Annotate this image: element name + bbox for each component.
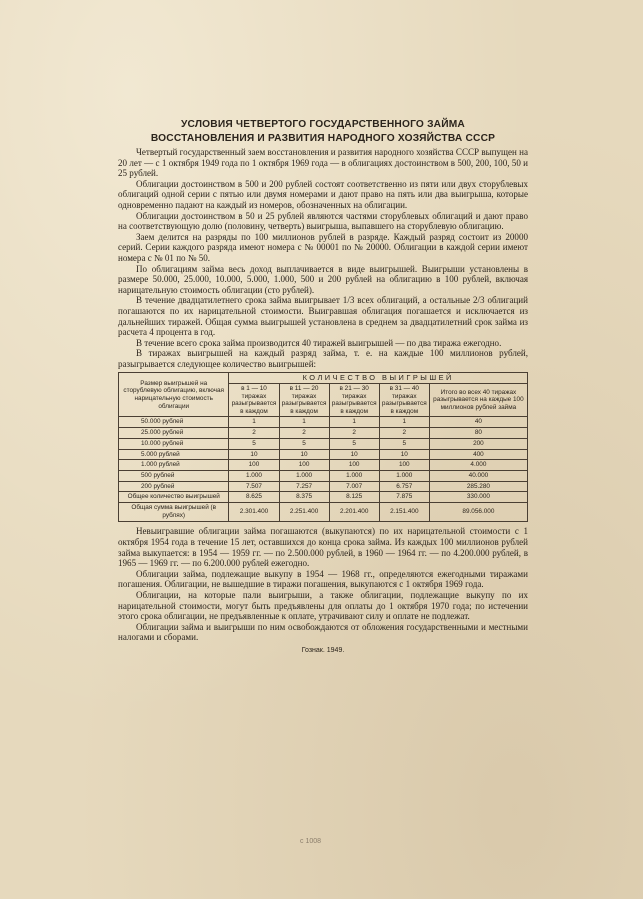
table-cell: 10 xyxy=(279,449,329,460)
table-cell: 2 xyxy=(329,428,379,439)
table-cell: 5 xyxy=(379,438,429,449)
table-cell: 1 xyxy=(229,417,279,428)
column-header: Итого во всех 40 тиражах разыгрывается на каждые 100 миллионов рублей займа xyxy=(429,384,527,417)
prize-size-cell: 200 рублей xyxy=(119,481,229,492)
table-cell: 2.151.400 xyxy=(379,503,429,522)
paragraph: В течение двадцатилетнего срока займа выигрывает 1/3 всех облигаций, а остальные 2/3 облигаций погашаются по их нарицательной стоимости. Выигравшая облигация погашается и исключается из дальнейших тиражей. Общая сумма выигрышей установлена в среднем за двадцатилетний срок займа из расчета 4 процента в год. xyxy=(118,295,528,338)
table-cell: 100 xyxy=(329,460,379,471)
table-cell: 7.875 xyxy=(379,492,429,503)
prize-count-group-header: КОЛИЧЕСТВО ВЫИГРЫШЕЙ xyxy=(229,373,528,384)
paragraph: Заем делится на разряды по 100 миллионов рублей в разряде. Каждый разряд состоит из 20000 серий. Серии каждого разряда имеют номера с № 00001 по № 20000. Облигации в каждой серии имеют номера с № 01 по № 50. xyxy=(118,231,528,263)
paragraph: Четвертый государственный заем восстановления и развития народного хозяйства СССР выпущен на 20 лет — с 1 октября 1949 года по 1 октября 1969 года — в облигациях достоинством в 500, 200, 100, 50 и 25 рублей. xyxy=(118,147,528,179)
column-header: в 11 — 20 тиражах разыгрывается в каждом xyxy=(279,384,329,417)
table-cell: 10 xyxy=(229,449,279,460)
prize-size-header: Размер выигрышей на сторублевую облигацию, включая нарицательную стоимость облигации xyxy=(119,373,229,417)
table-cell: 89.056.000 xyxy=(429,503,527,522)
table-cell: 2 xyxy=(229,428,279,439)
prize-row xyxy=(119,470,528,481)
prize-row xyxy=(119,481,528,492)
table-cell: 10 xyxy=(379,449,429,460)
table-cell: 200 xyxy=(429,438,527,449)
table-cell: 2.251.400 xyxy=(279,503,329,522)
table-cell: 7.007 xyxy=(329,481,379,492)
table-cell: 2.201.400 xyxy=(329,503,379,522)
document-title xyxy=(118,118,528,145)
table-cell: 2 xyxy=(379,428,429,439)
printer-imprint: Гознак. 1949. xyxy=(301,646,345,654)
table-cell: 7.507 xyxy=(229,481,279,492)
paragraph: Облигации займа, подлежащие выкупу в 1954 — 1968 гг., определяются ежегодными тиражами погашения. Облигации, не вышедшие в тиражи погашения, выкупаются с 1 октября 1969 года. xyxy=(118,568,528,590)
total-sum-label: Общая сумма выигрышей (в рублях) xyxy=(119,503,229,522)
paragraph: Облигации, на которые пали выигрыши, а также облигации, подлежащие выкупу по их нарицательной стоимости, могут быть предъявлены для оплаты до 1 октября 1970 года; по истечении этого срока облигации, не предъявленные к оплате, утрачивают силу и оплате не подлежат. xyxy=(118,589,528,622)
paragraph: Облигации достоинством в 500 и 200 рублей состоят соответственно из пяти или двух сторублевых облигаций одной серии с пятью или двумя номерами и дают право на пять или два выигрыша, которые одновременно падают на каждый из номеров, обозначенных на облигации. xyxy=(118,178,528,210)
faint-serial-mark: c 1008 xyxy=(300,838,322,845)
table-cell: 4.000 xyxy=(429,460,527,471)
table-cell: 8.375 xyxy=(279,492,329,503)
prize-row xyxy=(119,449,528,460)
table-cell: 1.000 xyxy=(279,470,329,481)
table-cell: 40.000 xyxy=(429,470,527,481)
prize-size-cell: 50.000 рублей xyxy=(119,417,229,428)
table-cell: 80 xyxy=(429,428,527,439)
table-cell: 330.000 xyxy=(429,492,527,503)
paragraph: Облигации достоинством в 50 и 25 рублей являются частями сторублевых облигаций и дают право на соответствующую долю (половину, четверть) выигрыша, выпавшего на сторублевую облигацию. xyxy=(118,210,528,232)
paragraph: В тиражах выигрышей на каждый разряд займа, т. е. на каждые 100 миллионов рублей, разыгрывается следующее количество выигрышей: xyxy=(118,348,528,369)
paragraph: По облигациям займа весь доход выплачивается в виде выигрышей. Выигрыши установлены в размере 50.000, 25.000, 10.000, 5.000, 1.000, 500 и 200 рублей на облигацию в 100 рублей, включая нарицательную стоимость облигации (сто рублей). xyxy=(118,263,528,295)
document-body xyxy=(118,118,528,654)
table-cell: 100 xyxy=(379,460,429,471)
table-cell: 5 xyxy=(279,438,329,449)
prize-row xyxy=(119,428,528,439)
table-cell: 1.000 xyxy=(379,470,429,481)
prize-row xyxy=(119,438,528,449)
table-cell: 7.257 xyxy=(279,481,329,492)
table-cell: 5 xyxy=(329,438,379,449)
prize-row xyxy=(119,460,528,471)
table-cell: 40 xyxy=(429,417,527,428)
column-header: в 31 — 40 тиражах разыгрывается в каждом xyxy=(379,384,429,417)
table-cell: 8.125 xyxy=(329,492,379,503)
table-cell: 1 xyxy=(379,417,429,428)
prize-size-cell: 5.000 рублей xyxy=(119,449,229,460)
table-cell: 6.757 xyxy=(379,481,429,492)
table-cell: 1.000 xyxy=(229,470,279,481)
table-cell: 1 xyxy=(329,417,379,428)
column-header: в 21 — 30 тиражах разыгрывается в каждом xyxy=(329,384,379,417)
total-count-row xyxy=(119,492,528,503)
paragraph: Облигации займа и выигрыши по ним освобождаются от обложения государственными и местными налогами и сборами. xyxy=(118,621,528,643)
paragraph: Невыигравшие облигации займа погашаются (выкупаются) по их нарицательной стоимости с 1 октября 1954 года в течение 15 лет, оставшихся до конца срока займа. Из каждых 100 миллионов рублей займа выкупается: в 1954 — 1959 гг. — по 2.500.000 рублей, в 1960 — 1964 гг. — по 4.200.000 рублей, в 1965 — 1969 гг. — по 6.200.000 рублей ежегодно. xyxy=(118,526,528,569)
prize-row xyxy=(119,417,528,428)
prize-size-cell: 25.000 рублей xyxy=(119,428,229,439)
prize-size-cell: 1.000 рублей xyxy=(119,460,229,471)
table-cell: 400 xyxy=(429,449,527,460)
title-line-2: ВОССТАНОВЛЕНИЯ И РАЗВИТИЯ НАРОДНОГО ХОЗЯЙСТВА СССР xyxy=(150,132,496,144)
paragraph: В течение всего срока займа производится 40 тиражей выигрышей — по два тиража ежегодно. xyxy=(136,337,502,348)
table-cell: 8.625 xyxy=(229,492,279,503)
table-cell: 2.301.400 xyxy=(229,503,279,522)
table-cell: 100 xyxy=(279,460,329,471)
table-cell: 1 xyxy=(279,417,329,428)
prize-rows xyxy=(119,417,528,492)
column-header: в 1 — 10 тиражах разыгрывается в каждом xyxy=(229,384,279,417)
table-cell: 5 xyxy=(229,438,279,449)
table-cell: 100 xyxy=(229,460,279,471)
total-sum-row xyxy=(119,503,528,522)
table-cell: 1.000 xyxy=(329,470,379,481)
prize-size-cell: 10.000 рублей xyxy=(119,438,229,449)
table-cell: 285.280 xyxy=(429,481,527,492)
total-count-label: Общее количество выигрышей xyxy=(119,492,229,503)
prize-table xyxy=(118,372,528,522)
title-line-1: УСЛОВИЯ ЧЕТВЕРТОГО ГОСУДАРСТВЕННОГО ЗАЙМА xyxy=(180,119,465,130)
table-cell: 10 xyxy=(329,449,379,460)
prize-size-cell: 500 рублей xyxy=(119,470,229,481)
table-cell: 2 xyxy=(279,428,329,439)
